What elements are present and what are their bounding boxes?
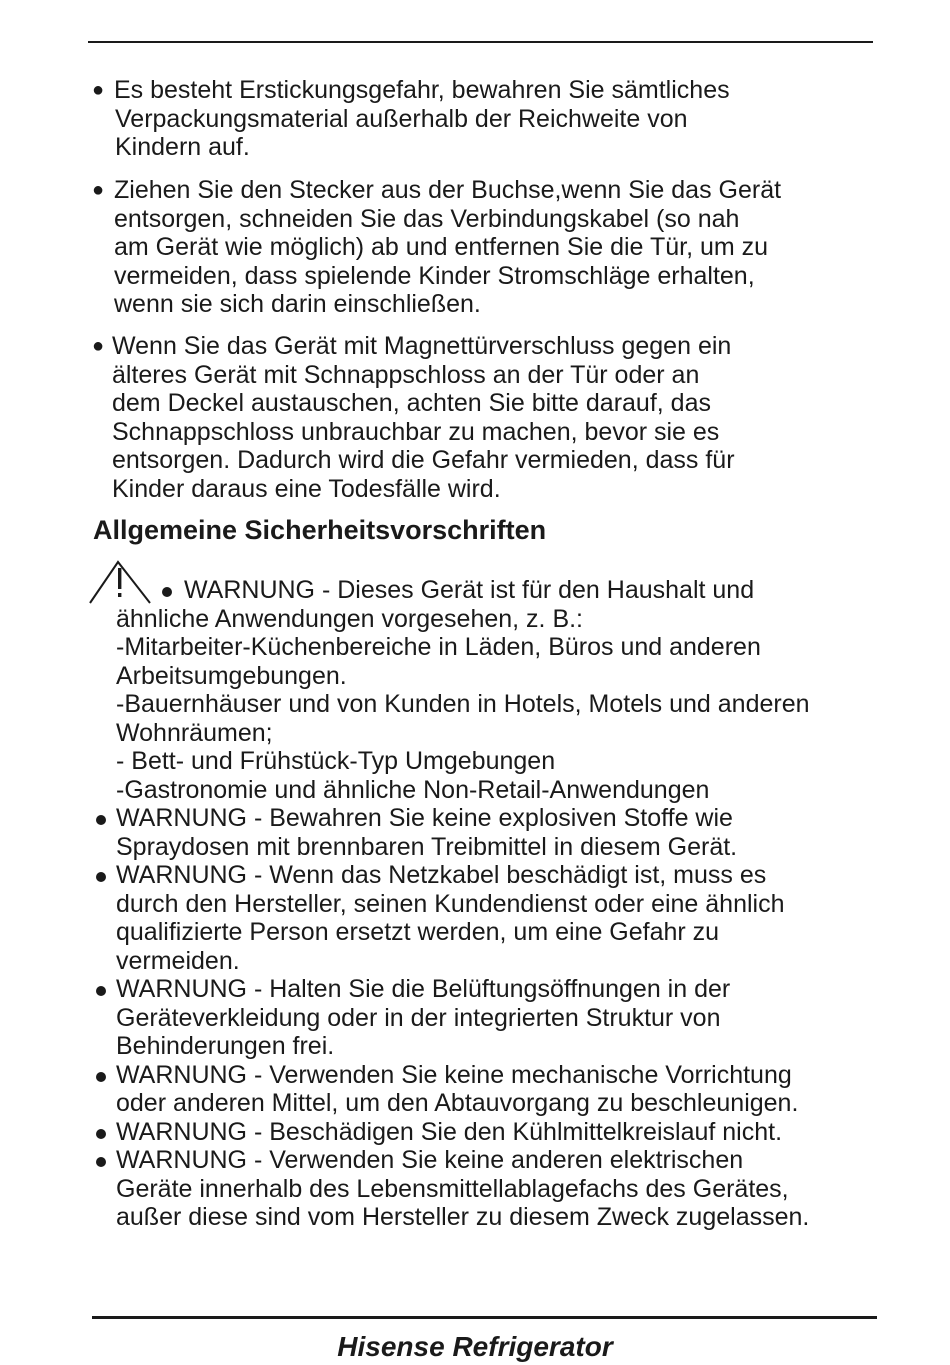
bullet-dot-icon	[96, 1072, 106, 1082]
footer-divider	[92, 1316, 877, 1319]
warning-line: Geräte innerhalb des Lebensmittellablagefachs des Gerätes,	[116, 1174, 789, 1203]
warning-line: WARNUNG - Verwenden Sie keine mechanische Vorrichtung	[116, 1060, 792, 1089]
warning-line: Geräteverkleidung oder in der integrierten Struktur von	[116, 1003, 721, 1032]
bullet-line: Ziehen Sie den Stecker aus der Buchse,wenn Sie das Gerät	[114, 176, 782, 204]
warning-line: WARNUNG - Verwenden Sie keine anderen elektrischen	[116, 1146, 744, 1174]
warning-item	[88, 804, 810, 861]
section-heading: Allgemeine Sicherheitsvorschriften	[93, 515, 547, 545]
warning-item	[88, 1146, 810, 1232]
warning-line: WARNUNG - Bewahren Sie keine explosiven Stoffe wie	[116, 804, 733, 832]
warning-line: Arbeitsumgebungen.	[116, 661, 347, 690]
bullet-line: entsorgen, schneiden Sie das Verbindungskabel (so nah	[114, 204, 740, 233]
warning-line: Behinderungen frei.	[116, 1032, 335, 1060]
warning-item	[88, 975, 810, 1061]
bullet-line: am Gerät wie möglich) ab und entfernen Sie die Tür, um zu	[114, 233, 769, 261]
warning-line: oder anderen Mittel, um den Abtauvorgang zu beschleunigen.	[116, 1089, 799, 1117]
bullet-dot-icon	[96, 986, 106, 996]
bullet-dot-icon	[96, 1129, 106, 1139]
bullet-line: vermeiden, dass spielende Kinder Stromschläge erhalten,	[114, 261, 755, 290]
warning-line: WARNUNG - Wenn das Netzkabel beschädigt ist, muss es	[116, 861, 767, 889]
footer-brand: Hisense Refrigerator	[337, 1331, 613, 1362]
warning-lead-text: WARNUNG - Dieses Gerät ist für den Haushalt und	[184, 576, 755, 604]
bullet-line: Verpackungsmaterial außerhalb der Reichweite von	[115, 104, 688, 133]
warning-line: -Bauernhäuser und von Kunden in Hotels, Motels und anderen	[116, 690, 810, 718]
bullet-dot-icon	[162, 587, 172, 597]
bullet-line: wenn sie sich darin einschließen.	[114, 290, 481, 318]
warning-item	[88, 1061, 810, 1118]
bullet-item	[92, 332, 735, 503]
bullet-dot-icon: ●	[92, 79, 105, 101]
warning-lines	[88, 576, 810, 1232]
top-divider	[88, 41, 873, 43]
warning-line: Spraydosen mit brennbaren Treibmittel in diesem Gerät.	[116, 832, 738, 861]
bullet-line: Kindern auf.	[115, 133, 250, 161]
bullet-dot-icon	[96, 815, 106, 825]
warning-line: ähnliche Anwendungen vorgesehen, z. B.:	[116, 604, 584, 633]
warning-item	[88, 861, 810, 975]
bullet-dot-icon: ●	[92, 335, 105, 357]
warning-line: WARNUNG - Halten Sie die Belüftungsöffnungen in der	[116, 975, 731, 1003]
warning-line: durch den Hersteller, seinen Kundendienst oder eine ähnlich	[116, 889, 785, 918]
bullet-line: Kinder daraus eine Todesfälle wird.	[112, 474, 501, 503]
warning-line: außer diese sind vom Hersteller zu diesem Zweck zugelassen.	[116, 1203, 810, 1231]
bullet-item	[92, 176, 781, 319]
warning-line: -Gastronomie und ähnliche Non-Retail-Anwendungen	[116, 775, 710, 804]
warning-line: -Mitarbeiter-Küchenbereiche in Läden, Büros und anderen	[116, 633, 761, 661]
bullet-line: entsorgen. Dadurch wird die Gefahr vermieden, dass für	[112, 446, 735, 474]
bullet-line: älteres Gerät mit Schnappschloss an der Tür oder an	[112, 360, 700, 389]
warning-line: WARNUNG - Beschädigen Sie den Kühlmittelkreislauf nicht.	[116, 1117, 783, 1146]
warning-line: - Bett- und Frühstück-Typ Umgebungen	[116, 747, 556, 775]
bullet-line: Wenn Sie das Gerät mit Magnettürverschluss gegen ein	[112, 332, 732, 360]
warning-line: Wohnräumen;	[116, 718, 273, 747]
bullet-item	[92, 76, 730, 162]
bullet-line: Es besteht Erstickungsgefahr, bewahren Sie sämtliches	[114, 76, 730, 104]
bullet-dot-icon	[96, 1157, 106, 1167]
warning-line: vermeiden.	[116, 946, 240, 975]
warning-line: qualifizierte Person ersetzt werden, um eine Gefahr zu	[116, 918, 720, 946]
bullet-dot-icon	[96, 872, 106, 882]
warning-lead	[88, 576, 810, 605]
bullet-dot-icon: ●	[92, 179, 105, 201]
warning-item	[88, 1118, 810, 1147]
bullet-line: dem Deckel austauschen, achten Sie bitte darauf, das	[112, 389, 711, 417]
bullet-line: Schnappschloss unbrauchbar zu machen, bevor sie es	[112, 417, 720, 446]
